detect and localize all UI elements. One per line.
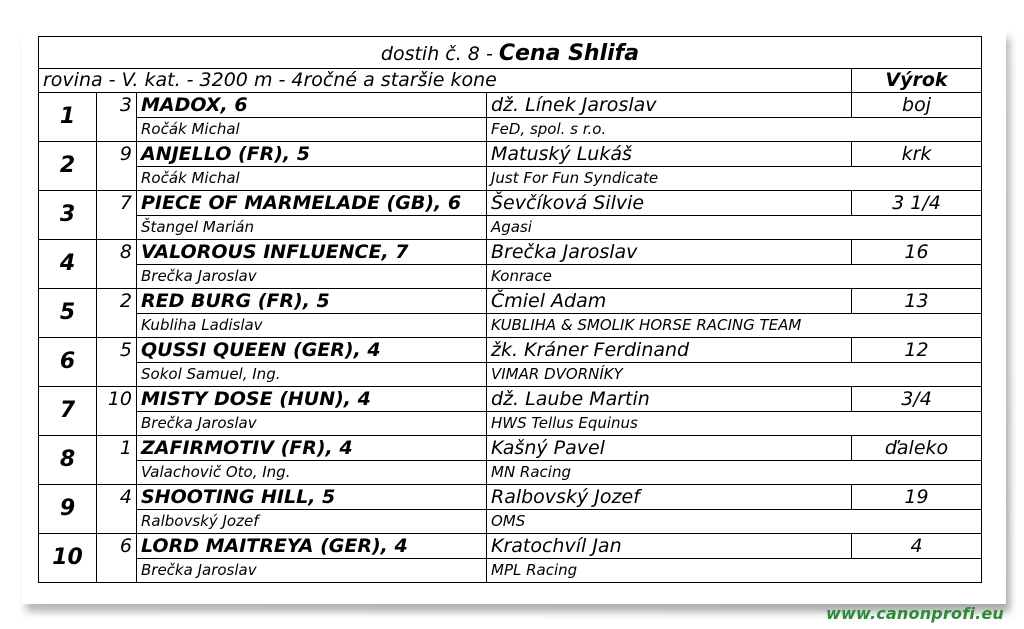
place-number: 6 xyxy=(39,338,97,387)
start-number: 2 xyxy=(97,289,137,314)
place-number: 2 xyxy=(39,142,97,191)
trainer-name: Ročák Michal xyxy=(137,167,487,191)
owner-name: Just For Fun Syndicate xyxy=(487,167,982,191)
trainer-name: Sokol Samuel, Ing. xyxy=(137,363,487,387)
result-row xyxy=(39,485,982,510)
horse-name: ANJELLO (FR), 5 xyxy=(137,142,487,167)
result-row xyxy=(39,142,982,167)
start-number-spacer xyxy=(97,265,137,289)
owner-name: FeD, spol. s r.o. xyxy=(487,118,982,142)
race-title-name: Cena Shlifa xyxy=(498,40,640,66)
trainer-name: Ročák Michal xyxy=(137,118,487,142)
start-number: 5 xyxy=(97,338,137,363)
horse-name: QUSSI QUEEN (GER), 4 xyxy=(137,338,487,363)
race-title xyxy=(39,37,982,69)
result-subrow xyxy=(39,461,982,485)
finish-margin: 12 xyxy=(852,338,982,363)
place-number: 3 xyxy=(39,191,97,240)
start-number-spacer xyxy=(97,412,137,436)
trainer-name: Brečka Jaroslav xyxy=(137,265,487,289)
jockey-name: Kašný Pavel xyxy=(487,436,852,461)
trainer-name: Valachovič Oto, Ing. xyxy=(137,461,487,485)
start-number: 4 xyxy=(97,485,137,510)
horse-name: VALOROUS INFLUENCE, 7 xyxy=(137,240,487,265)
start-number: 1 xyxy=(97,436,137,461)
start-number: 7 xyxy=(97,191,137,216)
horse-name: MADOX, 6 xyxy=(137,93,487,118)
start-number: 8 xyxy=(97,240,137,265)
owner-name: HWS Tellus Equinus xyxy=(487,412,982,436)
start-number-spacer xyxy=(97,363,137,387)
result-row xyxy=(39,191,982,216)
result-row xyxy=(39,289,982,314)
finish-margin: krk xyxy=(852,142,982,167)
finish-margin: 19 xyxy=(852,485,982,510)
start-number: 6 xyxy=(97,534,137,559)
result-subrow xyxy=(39,412,982,436)
finish-margin: boj xyxy=(852,93,982,118)
start-number-spacer xyxy=(97,461,137,485)
owner-name: Konrace xyxy=(487,265,982,289)
owner-name: Agasi xyxy=(487,216,982,240)
result-row xyxy=(39,387,982,412)
vyrok-header: Výrok xyxy=(852,69,982,93)
jockey-name: Ševčíková Silvie xyxy=(487,191,852,216)
conditions-row xyxy=(39,69,982,93)
owner-name: MN Racing xyxy=(487,461,982,485)
finish-margin: ďaleko xyxy=(852,436,982,461)
jockey-name: dž. Línek Jaroslav xyxy=(487,93,852,118)
result-subrow xyxy=(39,510,982,534)
place-number: 8 xyxy=(39,436,97,485)
horse-name: ZAFIRMOTIV (FR), 4 xyxy=(137,436,487,461)
result-subrow xyxy=(39,167,982,191)
start-number: 10 xyxy=(97,387,137,412)
jockey-name: Čmiel Adam xyxy=(487,289,852,314)
finish-margin: 3/4 xyxy=(852,387,982,412)
place-number: 1 xyxy=(39,93,97,142)
start-number-spacer xyxy=(97,216,137,240)
start-number: 9 xyxy=(97,142,137,167)
jockey-name: žk. Kráner Ferdinand xyxy=(487,338,852,363)
place-number: 5 xyxy=(39,289,97,338)
start-number-spacer xyxy=(97,167,137,191)
result-row xyxy=(39,436,982,461)
horse-name: MISTY DOSE (HUN), 4 xyxy=(137,387,487,412)
finish-margin: 13 xyxy=(852,289,982,314)
result-subrow xyxy=(39,118,982,142)
start-number: 3 xyxy=(97,93,137,118)
start-number-spacer xyxy=(97,559,137,583)
trainer-name: Kubliha Ladislav xyxy=(137,314,487,338)
finish-margin: 3 1/4 xyxy=(852,191,982,216)
race-conditions: rovina - V. kat. - 3200 m - 4ročné a staršie kone xyxy=(39,69,852,93)
place-number: 7 xyxy=(39,387,97,436)
jockey-name: Ralbovský Jozef xyxy=(487,485,852,510)
result-subrow xyxy=(39,216,982,240)
trainer-name: Brečka Jaroslav xyxy=(137,412,487,436)
trainer-name: Brečka Jaroslav xyxy=(137,559,487,583)
start-number-spacer xyxy=(97,314,137,338)
place-number: 10 xyxy=(39,534,97,583)
result-subrow xyxy=(39,559,982,583)
jockey-name: Brečka Jaroslav xyxy=(487,240,852,265)
horse-name: LORD MAITREYA (GER), 4 xyxy=(137,534,487,559)
race-results-table xyxy=(38,36,982,583)
horse-name: SHOOTING HILL, 5 xyxy=(137,485,487,510)
owner-name: MPL Racing xyxy=(487,559,982,583)
result-row xyxy=(39,93,982,118)
jockey-name: dž. Laube Martin xyxy=(487,387,852,412)
finish-margin: 4 xyxy=(852,534,982,559)
owner-name: KUBLIHA & SMOLIK HORSE RACING TEAM xyxy=(487,314,982,338)
trainer-name: Štangel Marián xyxy=(137,216,487,240)
title-row xyxy=(39,37,982,69)
owner-name: OMS xyxy=(487,510,982,534)
result-row xyxy=(39,240,982,265)
result-subrow xyxy=(39,265,982,289)
place-number: 4 xyxy=(39,240,97,289)
result-subrow xyxy=(39,363,982,387)
jockey-name: Matuský Lukáš xyxy=(487,142,852,167)
result-subrow xyxy=(39,314,982,338)
place-number: 9 xyxy=(39,485,97,534)
watermark: www.canonprofi.eu xyxy=(826,604,1004,623)
horse-name: RED BURG (FR), 5 xyxy=(137,289,487,314)
start-number-spacer xyxy=(97,510,137,534)
jockey-name: Kratochvíl Jan xyxy=(487,534,852,559)
result-row xyxy=(39,338,982,363)
owner-name: VIMAR DVORNÍKY xyxy=(487,363,982,387)
horse-name: PIECE OF MARMELADE (GB), 6 xyxy=(137,191,487,216)
result-row xyxy=(39,534,982,559)
race-title-prefix: dostih č. 8 - xyxy=(380,42,499,65)
trainer-name: Ralbovský Jozef xyxy=(137,510,487,534)
start-number-spacer xyxy=(97,118,137,142)
finish-margin: 16 xyxy=(852,240,982,265)
